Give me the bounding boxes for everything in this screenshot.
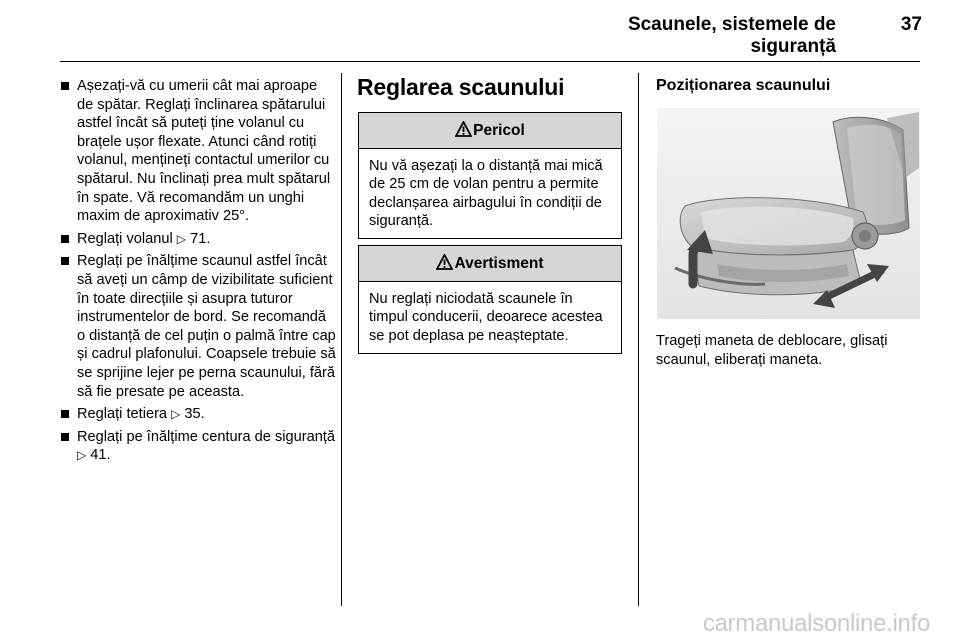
page-reference[interactable]: 35. — [184, 406, 205, 423]
instructions-column — [60, 77, 336, 469]
warning-box-header — [359, 246, 621, 282]
figure-caption: Trageți maneta de deblocare, glisați scaunul, eliberați maneta. — [656, 333, 888, 368]
page-reference-arrow-icon: ▷ — [171, 407, 181, 422]
watermark: carmanualsonline.info — [702, 610, 930, 637]
warning-heading: Avertisment — [454, 255, 544, 272]
subsection-title: Poziționarea scaunului — [656, 77, 831, 94]
bullet-square-icon — [61, 433, 69, 441]
running-header-title: Scaunele, sistemele de siguranță — [627, 14, 836, 57]
page-reference-arrow-icon: ▷ — [176, 231, 187, 246]
bullet-square-icon — [61, 235, 69, 243]
danger-box-header — [359, 113, 621, 149]
column-divider-1 — [341, 73, 342, 606]
page-number: 37 — [900, 14, 922, 35]
section-title: Reglarea scaunului — [357, 74, 565, 100]
header-divider — [60, 61, 920, 62]
danger-text: Nu vă așezați la o distanță mai mică de 25 cm de volan pentru a permite declanșarea airbagului în condiții de siguranță. — [369, 158, 603, 229]
page-reference-arrow-icon: ▷ — [77, 448, 87, 463]
page-reference[interactable]: 41. — [90, 447, 111, 464]
bullet-square-icon — [61, 410, 69, 418]
warning-text: Nu reglați niciodată scaunele în timpul conducerii, deoarece acestea se pot deplasa pe neașteptate. — [369, 291, 603, 344]
list-item — [60, 77, 336, 226]
danger-box — [358, 112, 622, 239]
list-item-text: Reglați volanul — [77, 230, 173, 247]
list-item-text: Așezați-vă cu umerii cât mai aproape de spătar. Reglați înclinarea spătarului astfel încât să puteți ține volanul cu brațele ușor flexate. Atunci când rotiți volanul, mențineți contactul umerilor cu spătarul. Nu înclinați prea mult spătarul în spate. Vă recomandăm un unghi maxim de aproximativ 25°. — [77, 78, 331, 225]
column-divider-2 — [638, 73, 639, 606]
warning-triangle-icon — [436, 248, 453, 283]
bullet-square-icon — [61, 257, 69, 265]
warning-triangle-icon — [455, 115, 472, 150]
list-item — [60, 405, 336, 424]
warning-box — [358, 245, 622, 354]
danger-heading: Pericol — [473, 122, 525, 139]
list-item — [60, 230, 336, 249]
list-item-text: Reglați pe înălțime centura de siguranță — [77, 428, 335, 445]
list-item — [60, 428, 336, 465]
list-item — [60, 252, 336, 401]
seat-adjustment-illustration — [657, 108, 920, 319]
page-reference[interactable]: 71. — [190, 230, 211, 247]
list-item-text: Reglați tetiera — [77, 406, 168, 423]
seat-illustration-graphic — [657, 108, 920, 319]
bullet-square-icon — [61, 82, 69, 90]
list-item-text: Reglați pe înălțime scaunul astfel încât să aveți un câmp de vizibilitate suficient în toate direcțiile și asupra tuturor instrumentelor de bord. Se recomandă o distanță de cel puțin o palmă între cap și cadrul plafonului. Coapsele trebuie să se sprijine lejer pe perna scaunului, fără să fie presate pe aceasta. — [77, 253, 336, 400]
